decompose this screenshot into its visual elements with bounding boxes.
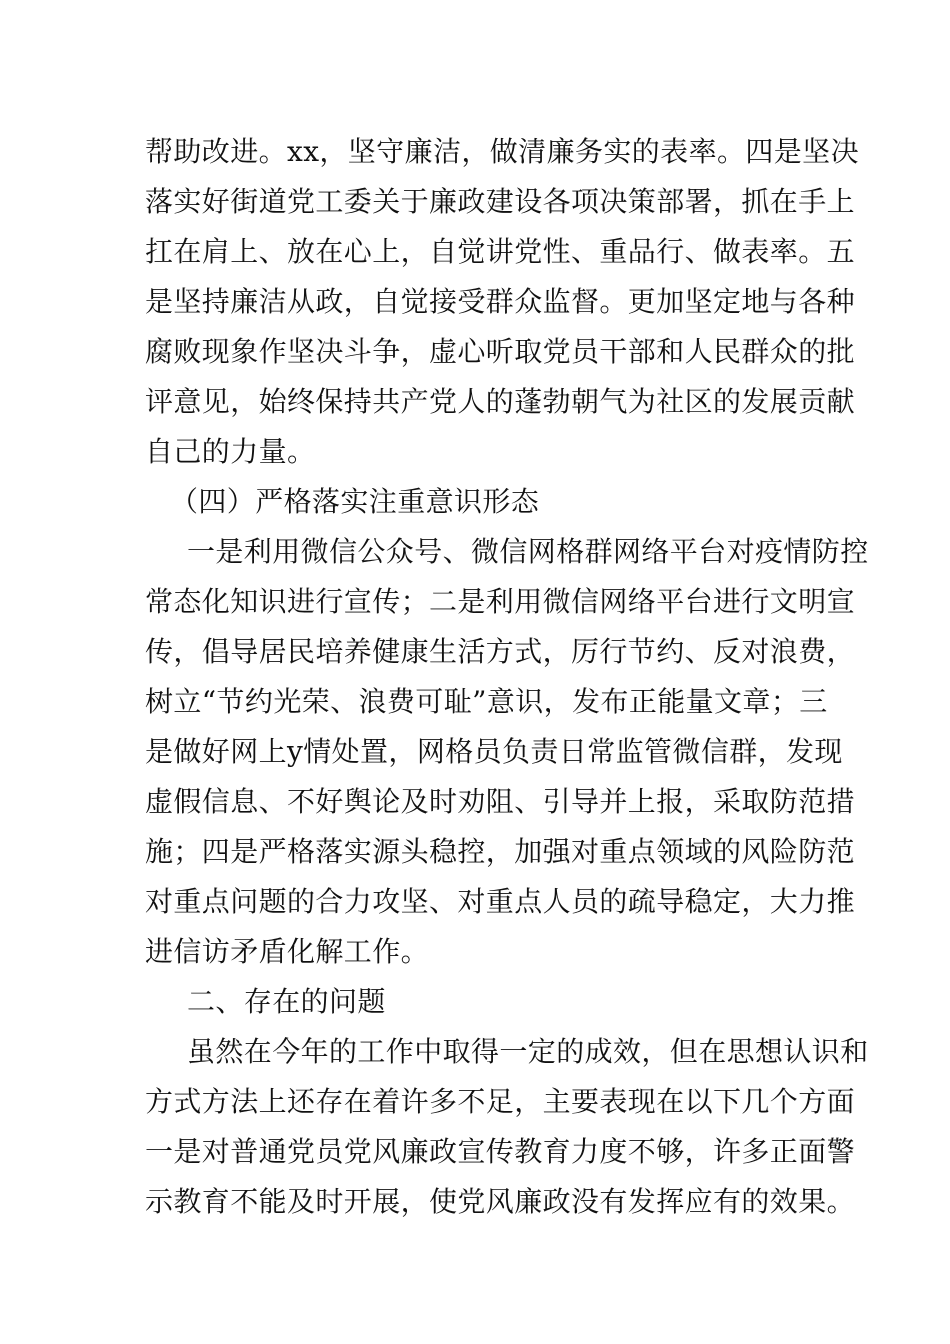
body-text-line: 树立“节约光荣、浪费可耻”意识，发布正能量文章；三 [145,685,828,718]
body-text-line: 是做好网上y情处置，网格员负责日常监管微信群，发现 [145,735,843,768]
body-text-line: 对重点问题的合力攻坚、对重点人员的疏导稳定，大力推 [145,885,856,918]
body-text-line: 方式方法上还存在着许多不足，主要表现在以下几个方面 [145,1085,856,1118]
body-text-line: 常态化知识进行宣传；二是利用微信网络平台进行文明宣 [145,585,856,618]
body-text-line: 示教育不能及时开展，使党风廉政没有发挥应有的效果。 [145,1185,856,1218]
body-text-line: 是坚持廉洁从政，自觉接受群众监督。更加坚定地与各种 [145,285,856,318]
section-heading: （四）严格落实注重意识形态 [170,485,540,518]
section-heading: 二、存在的问题 [187,985,386,1018]
paragraph-first-line: 虽然在今年的工作中取得一定的成效，但在思想认识和 [187,1035,869,1068]
body-text-line: 进信访矛盾化解工作。 [145,935,430,968]
body-text-line: 一是对普通党员党风廉政宣传教育力度不够，许多正面警 [145,1135,856,1168]
body-text-line: 帮助改进。xx，坚守廉洁，做清廉务实的表率。四是坚决 [145,135,859,168]
body-text-line: 扛在肩上、放在心上，自觉讲党性、重品行、做表率。五 [145,235,856,268]
body-text-line: 自己的力量。 [145,435,316,468]
body-text-line: 落实好街道党工委关于廉政建设各项决策部署，抓在手上 [145,185,856,218]
body-text-line: 虚假信息、不好舆论及时劝阻、引导并上报，采取防范措 [145,785,856,818]
body-text-line: 传，倡导居民培养健康生活方式，厉行节约、反对浪费， [145,635,856,668]
body-text-line: 评意见，始终保持共产党人的蓬勃朝气为社区的发展贡献 [145,385,856,418]
paragraph-first-line: 一是利用微信公众号、微信网格群网络平台对疫情防控 [187,535,869,568]
body-text-line: 施；四是严格落实源头稳控，加强对重点领域的风险防范 [145,835,856,868]
body-text-line: 腐败现象作坚决斗争，虚心听取党员干部和人民群众的批 [145,335,856,368]
